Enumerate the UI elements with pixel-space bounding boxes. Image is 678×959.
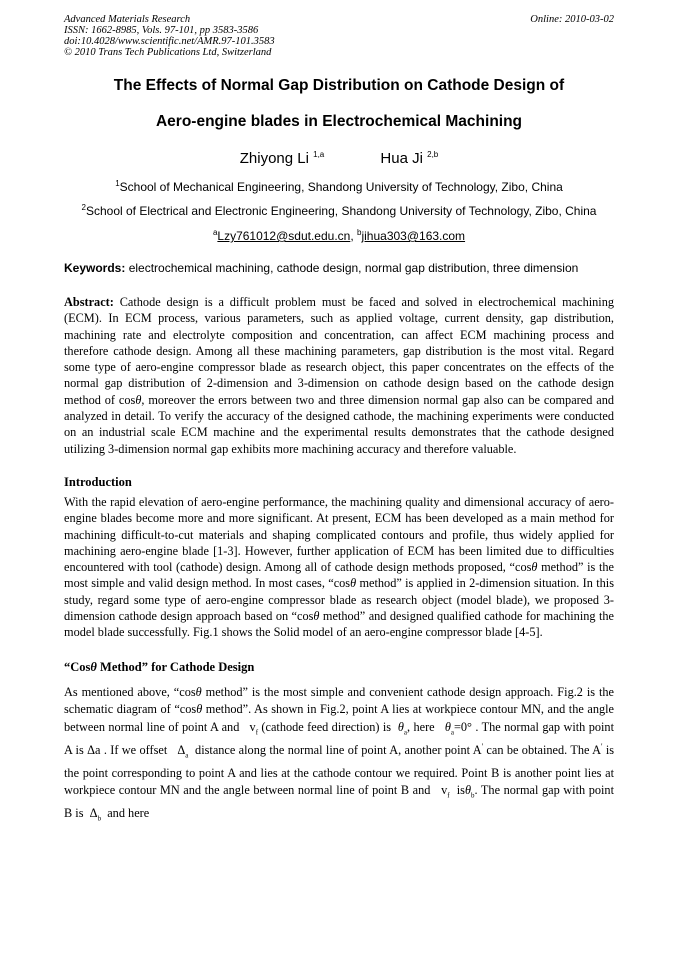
- author-1-marker: 1,a: [313, 150, 325, 159]
- theta-symbol: θ: [195, 684, 202, 699]
- author-2-name: Hua Ji: [380, 150, 423, 167]
- author-emails: $^a$Lzy761012@sdut.edu.cn, $^b$jihua303@163.com: [212, 228, 466, 243]
- email-2-marker: b: [357, 228, 362, 237]
- intro-text-4: method” and designed qualified cathode for machining the model blade successfully. Fig.1 shows the Solid model of an aero-engine compressor blade [4-5].: [64, 609, 615, 640]
- email-link-2[interactable]: jihua303@163.com: [361, 229, 466, 243]
- publication-header: [64, 14, 614, 58]
- subscript-b: b: [97, 814, 102, 823]
- journal-name: Advanced Materials Research: [64, 14, 191, 25]
- author-1-name: Zhiyong Li: [239, 150, 309, 167]
- cos-text-7: distance along the normal line of point A, another point A: [195, 742, 482, 757]
- delta-symbol: Δ: [177, 742, 186, 757]
- subscript-a: a: [185, 751, 189, 760]
- section-heading-cos-method: [64, 660, 614, 675]
- cos-text-2: method” is the most simple and convenient cathode design approach. Fig.2 is the schematic diagram of “cos: [64, 684, 615, 717]
- prime-mark: ': [601, 741, 603, 751]
- feed-velocity-symbol: v: [441, 783, 448, 798]
- affiliation-1: [64, 180, 614, 194]
- cos-method-paragraph: [64, 684, 614, 828]
- feed-velocity-subscript: f: [255, 728, 259, 737]
- theta-symbol: θ: [444, 719, 451, 734]
- abstract-text-1: Cathode design is a difficult problem must be faced and solved in electrochemical machining (ECM). In ECM process, various parameters, such as applied voltage, current density, gap distribution, machining rate and electrolyte composition and concentration, can affect ECM machining process and therefore cathode design. Among all these machining parameters, gap distribution is the most vital. Regard some type of aero-engine compressor blade as research object, this paper concentrates on the effects of the normal gap distribution of 2-dimension and 3-dimension on cathode design based on the cathode design method of cos: [64, 295, 614, 407]
- abstract: [64, 294, 614, 457]
- feed-velocity-symbol: v: [249, 719, 256, 734]
- abstract-text-2: , moreover the errors between two and three dimension normal gap also can be compared and analyzed in detail. To verify the accuracy of the designed cathode, the machining experiments were conducted on an industrial scale ECM machine and the experimental results demonstrates that the cathode designed utilizing 3-dimension normal gap exhibits more machining accuracy and therefore valuable.: [64, 392, 615, 456]
- cos-text-12: and here: [107, 806, 150, 820]
- keywords: [64, 261, 614, 275]
- cos-heading-part-1: “Cos: [64, 659, 91, 674]
- theta-symbol: θ: [464, 783, 471, 798]
- affiliation-1-marker: 1: [115, 179, 120, 188]
- affiliation-1-text: School of Mechanical Engineering, Shandong University of Technology, Zibo, China: [119, 180, 563, 194]
- subscript-a: a: [403, 728, 408, 737]
- cos-text-6: =0° . The normal gap with point A is Δa . If we offset: [64, 719, 614, 757]
- cos-heading-part-2: Method” for Cathode Design: [100, 659, 255, 674]
- author-list: [64, 150, 614, 170]
- subscript-a: a: [450, 728, 454, 737]
- doi-line: doi:10.4028/www.scientific.net/AMR.97-101.3583: [64, 36, 275, 47]
- cos-text-8: can be obtained. The A: [486, 742, 602, 757]
- cos-text-3: method”. As shown in Fig.2, point A lies at workpiece contour MN, and the angle between normal line of point A and: [64, 702, 614, 734]
- abstract-label: Abstract:: [64, 295, 114, 309]
- delta-symbol: Δ: [89, 806, 98, 820]
- theta-symbol: θ: [135, 392, 142, 407]
- cos-text-4: (cathode feed direction) is: [261, 719, 392, 734]
- keywords-label: Keywords:: [64, 261, 126, 275]
- copyright-line: © 2010 Trans Tech Publications Ltd, Switzerland: [64, 47, 272, 58]
- intro-text-1: With the rapid elevation of aero-engine performance, the machining quality and dimensional accuracy of aero-engine blades become more and more significant. At present, ECM has been developed as a main method for machining difficult-to-cut materials and shaping complicated contours and profile, thus widely applied for machining aero-engine blade [1-3]. However, further application of ECM has been limited due to difficulties encountered with tool (cathode) design. Among all of cathode design methods proposed, “cos: [64, 494, 614, 575]
- keywords-text: electrochemical machining, cathode design, normal gap distribution, three dimension: [128, 261, 579, 275]
- email-1-marker: a: [212, 228, 218, 237]
- author-1: [240, 150, 325, 167]
- introduction-paragraph: [64, 494, 614, 641]
- prime-mark: ': [481, 741, 484, 751]
- cos-text-11: . The normal gap with point B is: [64, 783, 614, 820]
- intro-text-3: method” is applied in 2-dimension situation. In this study, regard some type of aero-engine compressor blade as research object (model blade), we proposed 3-dimension cathode design approach based on “cos: [64, 576, 614, 624]
- affiliation-2-marker: 2: [81, 203, 86, 212]
- paper-title-line-2: Aero-engine blades in Electrochemical Machining: [155, 113, 523, 130]
- affiliation-2: [64, 204, 614, 218]
- email-link-1[interactable]: Lzy761012@sdut.edu.cn: [217, 229, 351, 243]
- theta-symbol: θ: [313, 609, 320, 624]
- author-2-marker: 2,b: [427, 150, 439, 159]
- theta-symbol: θ: [90, 659, 97, 674]
- cos-text-5: , here: [407, 719, 435, 734]
- theta-symbol: θ: [350, 576, 357, 591]
- intro-text-2: method” is the most simple and valid design method. In most cases, “cos: [64, 560, 615, 591]
- author-2: [380, 150, 438, 167]
- theta-symbol: θ: [531, 560, 538, 575]
- theta-symbol: θ: [397, 719, 404, 734]
- theta-symbol: θ: [196, 702, 203, 717]
- issn-line: ISSN: 1662-8985, Vols. 97-101, pp 3583-3586: [64, 25, 259, 36]
- online-date: Online: 2010-03-02: [530, 14, 614, 25]
- cos-text-10: is: [456, 783, 465, 798]
- subscript-b: b: [471, 791, 475, 800]
- paper-title-line-1: The Effects of Normal Gap Distribution on Cathode Design of: [113, 77, 565, 94]
- cos-text-9: is the point corresponding to point A and lies at the cathode contour we required. Point B is another point lies at workpiece contour MN and the angle between normal line of point B and: [64, 742, 615, 798]
- section-heading-introduction: Introduction: [64, 474, 132, 489]
- affiliation-2-text: School of Electrical and Electronic Engineering, Shandong University of Technology, Zibo, China: [85, 204, 597, 218]
- feed-velocity-subscript: f: [447, 791, 450, 800]
- cos-text-1: As mentioned above, “cos: [64, 684, 196, 699]
